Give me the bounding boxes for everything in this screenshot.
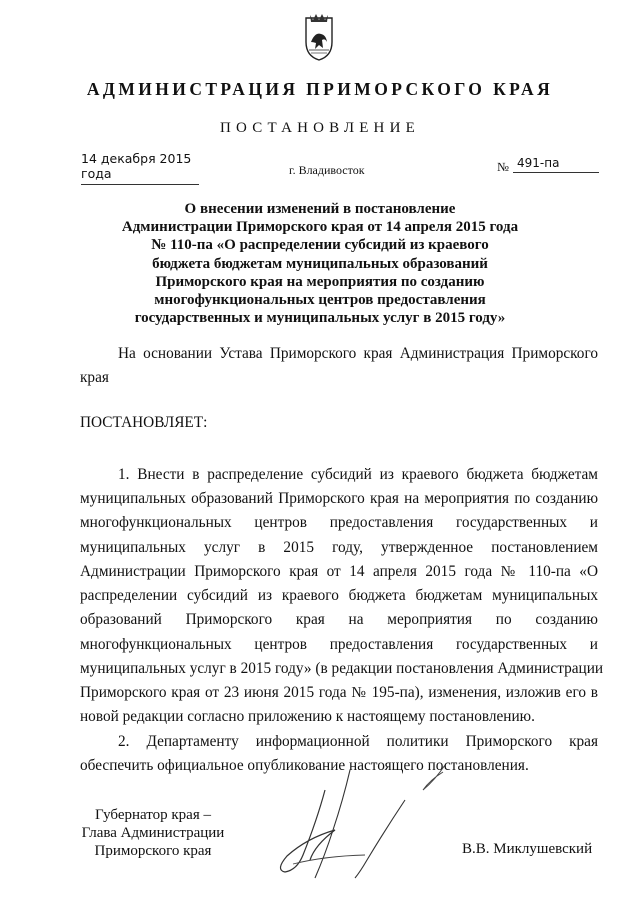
document-city: г. Владивосток	[289, 163, 365, 177]
organization-name: АДМИНИСТРАЦИЯ ПРИМОРСКОГО КРАЯ	[86, 79, 554, 99]
handwritten-signature	[255, 760, 465, 880]
item1-line: муниципальных услуг в 2015 году» (в редакции постановления Администрации	[80, 660, 604, 677]
coat-of-arms-icon	[301, 12, 337, 62]
title-line: бюджета бюджетам муниципальных образований	[152, 255, 488, 272]
number-value: 491-па	[513, 156, 599, 173]
document-date: 14 декабря 2015 года	[81, 151, 199, 185]
item1-line: Приморского края от 23 июня 2015 года № 195-па), изменения, изложив его в	[80, 684, 598, 701]
number-label: №	[497, 160, 509, 174]
item1-line: многофункциональных центров предоставления государственных и	[80, 514, 598, 531]
item1-line: распределении субсидий из краевого бюджета бюджетам муниципальных	[80, 587, 598, 604]
item2-line: обеспечить официальное опубликование настоящего постановления.	[80, 757, 529, 774]
document-title	[90, 200, 550, 327]
title-line: № 110-па «О распределении субсидий из краевого	[151, 237, 489, 254]
preamble-line: края	[80, 369, 109, 386]
item1-line: 1. Внести в распределение субсидий из краевого бюджета бюджетам	[118, 466, 598, 483]
position-line: Глава Администрации	[81, 825, 225, 841]
title-line: О внесении изменений в постановление	[184, 201, 456, 217]
item1-line: муниципальных услуг в 2015 году, утвержденное постановлением	[80, 539, 598, 556]
decree-word: ПОСТАНОВЛЯЕТ:	[80, 414, 208, 431]
position-line: Приморского края	[94, 843, 212, 859]
signatory-name: В.В. Миклушевский	[462, 841, 593, 857]
title-line: многофункциональных центров предоставления	[154, 292, 486, 309]
preamble-line: На основании Устава Приморского края Администрация Приморского	[118, 345, 598, 362]
item2-line: 2. Департаменту информационной политики Приморского края	[118, 733, 598, 750]
item1-line: образований Приморского края на мероприятия по созданию	[80, 611, 598, 628]
signatory-position	[78, 806, 228, 860]
position-line: Губернатор края –	[95, 807, 211, 823]
document-number	[497, 156, 597, 175]
item1-line: многофункциональных центров предоставления государственных и	[80, 636, 598, 653]
item1-line: новой редакции согласно приложению к настоящему постановлению.	[80, 708, 535, 725]
item1-line: Администрации Приморского края от 14 апреля 2015 года № 110-па «О	[80, 563, 598, 580]
document-type: ПОСТАНОВЛЕНИЕ	[220, 120, 420, 136]
title-line: государственных и муниципальных услуг в 2015 году»	[134, 310, 506, 327]
title-line: Администрации Приморского края от 14 апреля 2015 года	[121, 219, 519, 236]
title-line: Приморского края на мероприятия по созданию	[155, 273, 485, 290]
item1-line: муниципальных образований Приморского края на мероприятия по созданию	[80, 490, 598, 507]
